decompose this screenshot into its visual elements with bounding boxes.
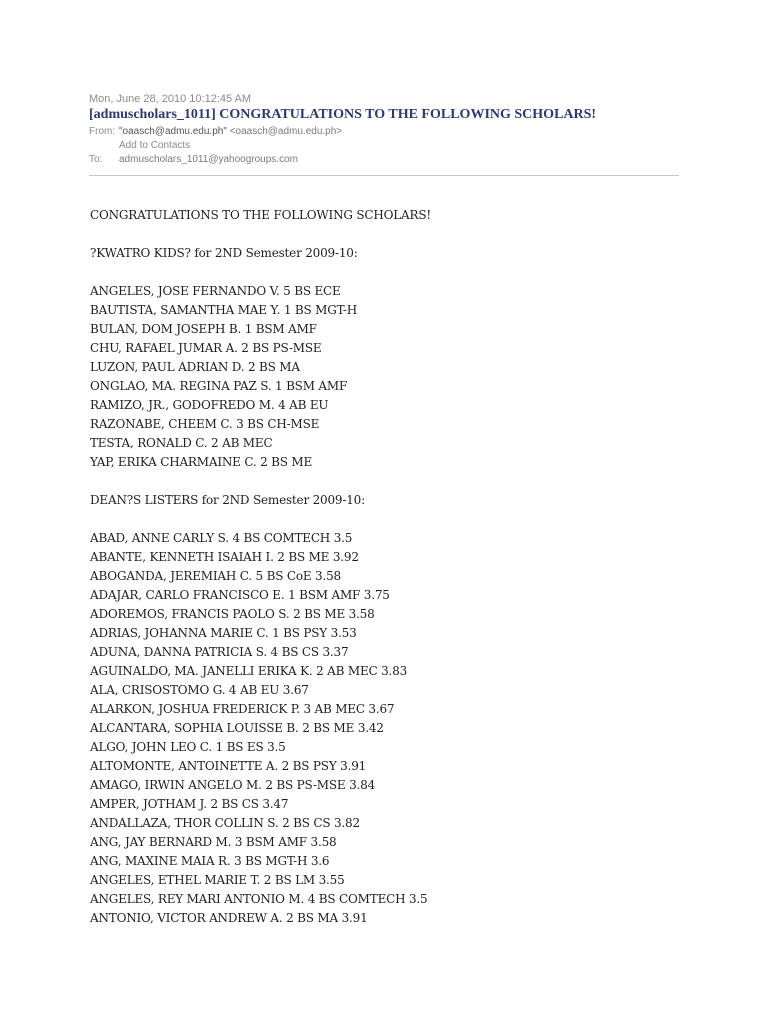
kwatro-heading: ?KWATRO KIDS? for 2ND Semester 2009-10: bbox=[90, 246, 358, 260]
list-item: ANG, MAXINE MAIA R. 3 BS MGT-H 3.6 bbox=[90, 854, 330, 868]
list-item: ANDALLAZA, THOR COLLIN S. 2 BS CS 3.82 bbox=[90, 816, 360, 830]
email-date: Mon, June 28, 2010 10:12:45 AM bbox=[89, 93, 252, 105]
list-item: ADOREMOS, FRANCIS PAOLO S. 2 BS ME 3.58 bbox=[90, 607, 375, 621]
list-item: ADUNA, DANNA PATRICIA S. 4 BS CS 3.37 bbox=[90, 645, 349, 659]
list-item: LUZON, PAUL ADRIAN D. 2 BS MA bbox=[90, 360, 300, 374]
list-item: ADAJAR, CARLO FRANCISCO E. 1 BSM AMF 3.75 bbox=[90, 588, 390, 602]
list-item: ONGLAO, MA. REGINA PAZ S. 1 BSM AMF bbox=[90, 379, 348, 393]
from-address: <oaasch@admu.edu.ph> bbox=[229, 126, 343, 137]
from-label: From: bbox=[89, 126, 116, 137]
list-item: ANGELES, ETHEL MARIE T. 2 BS LM 3.55 bbox=[90, 873, 345, 887]
to-row bbox=[89, 153, 679, 167]
list-item: ANG, JAY BERNARD M. 3 BSM AMF 3.58 bbox=[90, 835, 337, 849]
list-item: AGUINALDO, MA. JANELLI ERIKA K. 2 AB MEC 3.83 bbox=[90, 664, 408, 678]
list-item: AMAGO, IRWIN ANGELO M. 2 BS PS-MSE 3.84 bbox=[90, 778, 376, 792]
list-item: ABANTE, KENNETH ISAIAH I. 2 BS ME 3.92 bbox=[90, 550, 359, 564]
list-item: BAUTISTA, SAMANTHA MAE Y. 1 BS MGT-H bbox=[90, 303, 357, 317]
from-row bbox=[89, 125, 679, 139]
list-item: ALARKON, JOSHUA FREDERICK P. 3 AB MEC 3.67 bbox=[90, 702, 395, 716]
list-item: RAMIZO, JR., GODOFREDO M. 4 AB EU bbox=[90, 398, 329, 412]
list-item: ALTOMONTE, ANTOINETTE A. 2 BS PSY 3.91 bbox=[90, 759, 367, 773]
email-body bbox=[90, 206, 690, 928]
to-label: To: bbox=[89, 154, 103, 165]
list-item: ANGELES, REY MARI ANTONIO M. 4 BS COMTECH 3.5 bbox=[90, 892, 428, 906]
from-value bbox=[119, 125, 342, 139]
header-divider bbox=[89, 175, 679, 176]
list-item: RAZONABE, CHEEM C. 3 BS CH-MSE bbox=[90, 417, 320, 431]
list-item: BULAN, DOM JOSEPH B. 1 BSM AMF bbox=[90, 322, 317, 336]
list-item: ANGELES, JOSE FERNANDO V. 5 BS ECE bbox=[90, 284, 341, 298]
deans-heading: DEAN?S LISTERS for 2ND Semester 2009-10: bbox=[90, 493, 365, 507]
list-item: ALA, CRISOSTOMO G. 4 AB EU 3.67 bbox=[90, 683, 309, 697]
to-address[interactable]: admuscholars_1011@yahoogroups.com bbox=[119, 154, 298, 165]
list-item: ADRIAS, JOHANNA MARIE C. 1 BS PSY 3.53 bbox=[90, 626, 357, 640]
list-item: ALGO, JOHN LEO C. 1 BS ES 3.5 bbox=[90, 740, 286, 754]
greeting: CONGRATULATIONS TO THE FOLLOWING SCHOLARS! bbox=[90, 208, 431, 222]
list-item: ANTONIO, VICTOR ANDREW A. 2 BS MA 3.91 bbox=[90, 911, 368, 925]
list-item: AMPER, JOTHAM J. 2 BS CS 3.47 bbox=[90, 797, 289, 811]
deans-list bbox=[90, 529, 690, 928]
list-item: CHU, RAFAEL JUMAR A. 2 BS PS-MSE bbox=[90, 341, 322, 355]
email-header bbox=[89, 92, 679, 167]
list-item: ABAD, ANNE CARLY S. 4 BS COMTECH 3.5 bbox=[90, 531, 353, 545]
email-subject: [admuscholars_1011] CONGRATULATIONS TO THE FOLLOWING SCHOLARS! bbox=[89, 107, 597, 122]
email-meta bbox=[89, 125, 679, 167]
kwatro-list bbox=[90, 282, 690, 472]
list-item: TESTA, RONALD C. 2 AB MEC bbox=[90, 436, 273, 450]
list-item: YAP, ERIKA CHARMAINE C. 2 BS ME bbox=[90, 455, 313, 469]
add-to-contacts-link[interactable]: Add to Contacts bbox=[119, 140, 191, 151]
list-item: ALCANTARA, SOPHIA LOUISSE B. 2 BS ME 3.42 bbox=[90, 721, 384, 735]
list-item: ABOGANDA, JEREMIAH C. 5 BS CoE 3.58 bbox=[90, 569, 341, 583]
from-name[interactable]: "oaasch@admu.edu.ph" bbox=[119, 126, 227, 137]
